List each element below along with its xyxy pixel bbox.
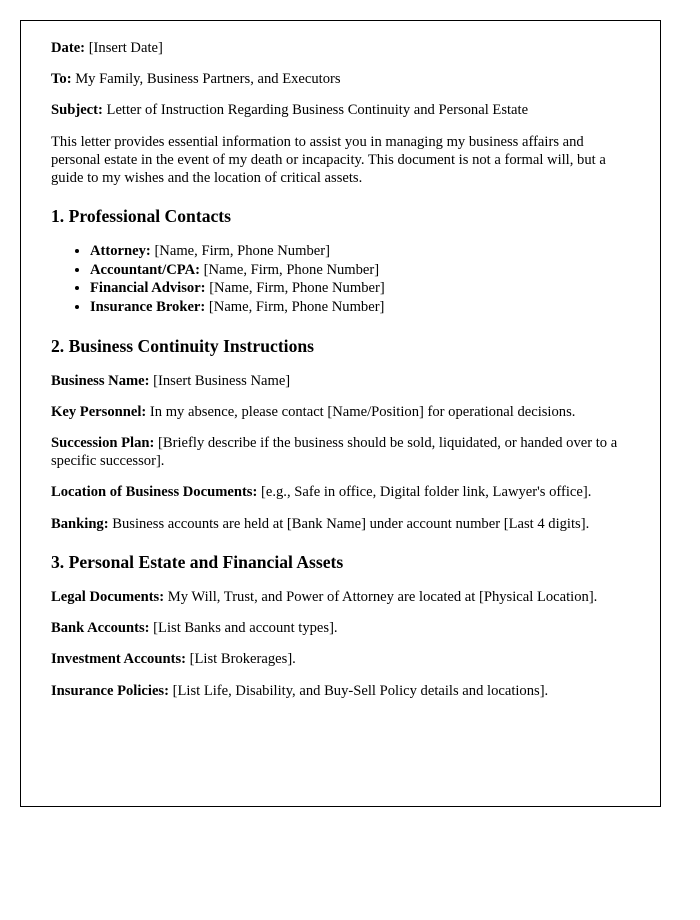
field-legal-documents-value: My Will, Trust, and Power of Attorney are located at [Physical Location]. [164, 588, 598, 605]
field-bank-accounts-value: [List Banks and account types]. [149, 620, 338, 637]
field-business-name-value: [Insert Business Name] [149, 372, 291, 389]
field-legal-documents-label: Legal Documents: [51, 588, 165, 605]
letter-page [20, 20, 661, 807]
list-item-attorney-label: Attorney: [90, 243, 151, 260]
list-item-insurance-broker [90, 298, 630, 317]
field-succession-plan-label: Succession Plan: [51, 434, 155, 451]
field-to-label: To: [51, 71, 72, 88]
field-key-personnel-label: Key Personnel: [51, 403, 147, 420]
list-item-insurance-broker-label: Insurance Broker: [90, 298, 206, 315]
field-subject-label: Subject: [51, 102, 103, 119]
professional-contacts-list [51, 242, 630, 316]
list-item-financial-advisor-value: [Name, Firm, Phone Number] [205, 280, 385, 297]
field-banking [51, 515, 630, 533]
field-to-value: My Family, Business Partners, and Executors [71, 71, 341, 88]
list-item-financial-advisor [90, 279, 630, 298]
field-business-documents-location-value: [e.g., Safe in office, Digital folder link, Lawyer's office]. [257, 484, 592, 501]
list-item-financial-advisor-label: Financial Advisor: [90, 280, 206, 297]
list-item-insurance-broker-value: [Name, Firm, Phone Number] [205, 298, 385, 315]
field-bank-accounts-label: Bank Accounts: [51, 620, 150, 637]
field-insurance-policies [51, 682, 630, 700]
list-item-attorney [90, 242, 630, 261]
field-investment-accounts [51, 650, 630, 668]
field-succession-plan [51, 434, 630, 470]
field-investment-accounts-value: [List Brokerages]. [186, 651, 296, 668]
section-2-heading: 2. Business Continuity Instructions [51, 335, 314, 356]
list-item-accountant [90, 261, 630, 280]
field-subject-value: Letter of Instruction Regarding Business Continuity and Personal Estate [102, 102, 529, 119]
field-insurance-policies-label: Insurance Policies: [51, 682, 169, 699]
field-subject [51, 101, 630, 119]
field-bank-accounts [51, 619, 630, 637]
section-1-heading: 1. Professional Contacts [51, 206, 232, 227]
field-business-name [51, 372, 630, 390]
intro-paragraph: This letter provides essential information to assist you in managing my business affairs and personal estate in the event of my death or incapacity. This document is not a formal will, but a guide to my wishes and the location of critical assets. [51, 133, 606, 187]
field-succession-plan-value: [Briefly describe if the business should be sold, liquidated, or handed over to a specific successor]. [51, 434, 618, 470]
list-item-accountant-label: Accountant/CPA: [90, 261, 200, 278]
field-insurance-policies-value: [List Life, Disability, and Buy-Sell Policy details and locations]. [168, 682, 549, 699]
field-banking-value: Business accounts are held at [Bank Name] under account number [Last 4 digits]. [108, 515, 590, 532]
section-3-heading: 3. Personal Estate and Financial Assets [51, 551, 344, 572]
field-business-name-label: Business Name: [51, 372, 150, 389]
field-date [51, 39, 630, 57]
field-to [51, 70, 630, 88]
field-date-label: Date: [51, 40, 86, 56]
field-legal-documents [51, 588, 630, 606]
list-item-accountant-value: [Name, Firm, Phone Number] [199, 261, 380, 278]
field-key-personnel-value: In my absence, please contact [Name/Position] for operational decisions. [146, 403, 576, 420]
field-date-value: [Insert Date] [85, 40, 163, 56]
field-business-documents-location-label: Location of Business Documents: [51, 484, 258, 501]
field-investment-accounts-label: Investment Accounts: [51, 651, 186, 668]
field-banking-label: Banking: [51, 515, 109, 532]
field-key-personnel [51, 403, 630, 421]
field-business-documents-location [51, 483, 630, 501]
list-item-attorney-value: [Name, Firm, Phone Number] [150, 243, 330, 260]
